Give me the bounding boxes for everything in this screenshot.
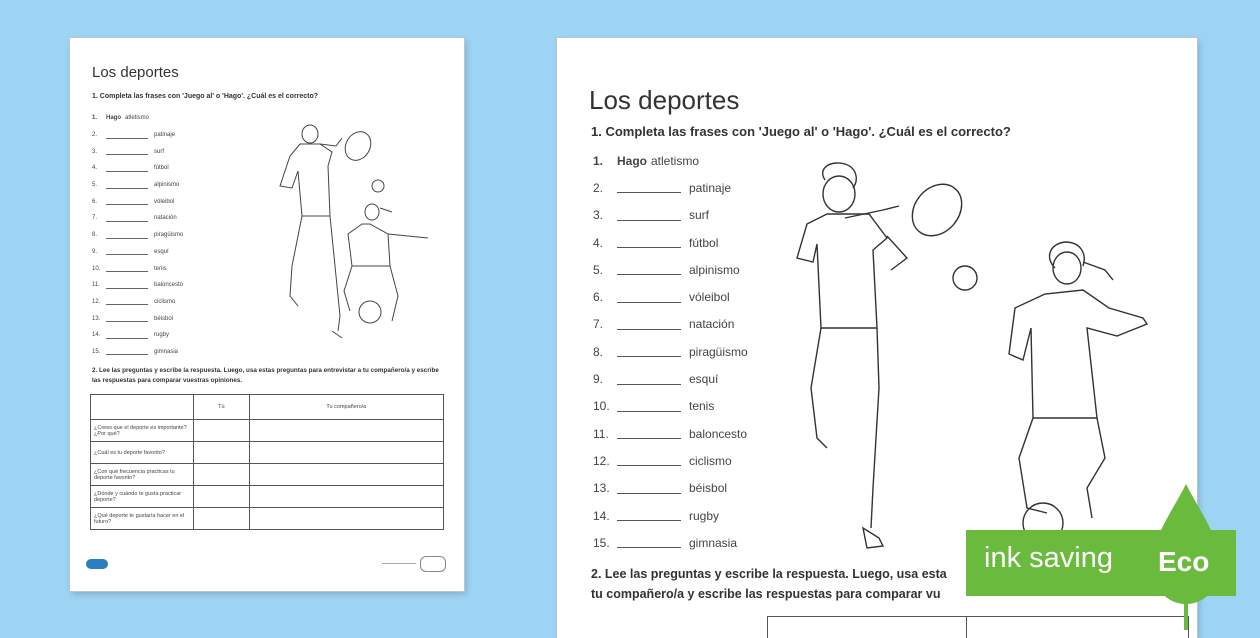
sport-name: surf <box>154 148 165 155</box>
answer-blank[interactable] <box>106 282 148 289</box>
item-number: 14. <box>92 332 101 339</box>
sports-list <box>92 110 183 360</box>
list-item <box>92 210 183 227</box>
item-number: 7. <box>593 317 604 332</box>
sport-name: natación <box>154 215 177 222</box>
item-number: 9. <box>593 372 604 387</box>
instruction-1: 1. Completa las frases con 'Juego al' o 'Hago'. ¿Cuál es el correcto? <box>92 93 319 100</box>
sport-name: surf <box>689 208 710 223</box>
list-item <box>92 344 183 361</box>
list-item <box>593 529 748 556</box>
sports-illustration <box>787 158 1167 558</box>
answer-cell[interactable] <box>194 486 250 508</box>
sport-name: tenis <box>154 265 167 272</box>
answer-blank[interactable] <box>106 148 148 155</box>
sport-name: vóleibol <box>689 290 730 305</box>
answer-blank[interactable] <box>106 265 148 272</box>
sport-name: patinaje <box>689 180 732 195</box>
sports-list <box>593 147 748 556</box>
answer-blank[interactable] <box>617 210 681 221</box>
answer-cell[interactable] <box>194 420 250 442</box>
item-number: 11. <box>92 282 100 289</box>
item-number: 15. <box>92 348 101 355</box>
sport-name: ciclismo <box>154 298 176 305</box>
instruction-2: 2. Lee las preguntas y escribe la respuesta. Luego, usa estas preguntas para entrevistar a tu compañero/a y escribe las respuestas para comparar vuestras opiniones. <box>92 367 439 384</box>
list-item <box>593 393 748 420</box>
sport-name: natación <box>689 317 735 332</box>
table-row <box>91 464 444 486</box>
list-item <box>593 447 748 474</box>
sport-name: béisbol <box>689 481 728 496</box>
item-number: 15. <box>593 535 610 550</box>
answer-blank[interactable] <box>106 248 148 255</box>
item-number: 12. <box>92 298 101 305</box>
answer-blank[interactable] <box>617 428 681 439</box>
sport-name: atletismo <box>651 153 700 168</box>
list-item <box>593 311 748 338</box>
table-header-companero: Tu compañero/a <box>249 395 443 420</box>
question-cell: ¿Cuál es tu deporte favorito? <box>91 442 194 464</box>
item-number: 3. <box>92 148 98 155</box>
item-number: 13. <box>92 315 101 322</box>
list-item <box>593 502 748 529</box>
answer-blank[interactable] <box>106 348 148 355</box>
instruction-1: 1. Completa las frases con 'Juego al' o 'Hago'. ¿Cuál es el correcto? <box>591 124 1011 139</box>
answer-cell[interactable] <box>249 508 443 530</box>
interview-table <box>90 394 444 530</box>
item-number: 1. <box>593 153 604 168</box>
sport-name: alpinismo <box>689 262 740 277</box>
list-item <box>593 338 748 365</box>
list-item <box>92 310 183 327</box>
table-row <box>91 508 444 530</box>
list-item <box>593 229 748 256</box>
item-number: 10. <box>92 265 101 272</box>
sport-name: baloncesto <box>154 282 184 289</box>
sport-name: gimnasia <box>154 348 179 355</box>
answer-blank[interactable] <box>106 182 148 189</box>
example-answer: Hago <box>106 115 121 122</box>
list-item <box>92 110 183 127</box>
item-number: 12. <box>593 453 610 468</box>
table-row <box>91 486 444 508</box>
list-item <box>92 244 183 261</box>
list-item <box>593 365 748 392</box>
answer-blank[interactable] <box>106 298 148 305</box>
sport-name: rugby <box>154 332 170 339</box>
item-number: 4. <box>92 165 98 172</box>
answer-blank[interactable] <box>106 315 148 322</box>
worksheet-preview-small <box>70 38 464 591</box>
answer-blank[interactable] <box>617 346 681 357</box>
sport-name: ciclismo <box>689 453 732 468</box>
sport-name: vóleibol <box>154 198 175 205</box>
sport-name: fútbol <box>154 165 169 172</box>
page-title: Los deportes <box>589 85 740 115</box>
answer-cell[interactable] <box>249 442 443 464</box>
sport-name: piragüismo <box>154 232 184 239</box>
question-cell: ¿Dónde y cuándo te gusta practicar deporte? <box>91 486 194 508</box>
item-number: 3. <box>593 208 604 223</box>
list-item <box>593 174 748 201</box>
table-row <box>91 442 444 464</box>
answer-blank[interactable] <box>617 401 681 412</box>
answer-blank[interactable] <box>617 319 681 330</box>
list-item <box>92 193 183 210</box>
answer-blank[interactable] <box>106 215 148 222</box>
answer-blank[interactable] <box>106 232 148 239</box>
table-column-divider <box>966 617 967 638</box>
item-number: 1. <box>92 115 98 122</box>
answer-blank[interactable] <box>617 292 681 303</box>
list-item <box>593 202 748 229</box>
answer-blank[interactable] <box>617 455 681 466</box>
list-item <box>593 420 748 447</box>
item-number: 6. <box>593 290 604 305</box>
sport-name: alpinismo <box>154 182 180 189</box>
sport-name: gimnasia <box>689 535 738 550</box>
sport-name: piragüismo <box>689 344 748 359</box>
item-number: 11. <box>593 426 609 441</box>
item-number: 8. <box>593 344 604 359</box>
instruction-2-line-2: tu compañero/a y escribe las respuestas para comparar vu <box>591 587 941 601</box>
sport-name: patinaje <box>154 132 176 139</box>
answer-blank[interactable] <box>106 198 148 205</box>
eco-label: Eco <box>1158 546 1210 577</box>
item-number: 9. <box>92 248 98 255</box>
question-cell: ¿Con qué frecuencia practicas tu deporte favorito? <box>91 464 194 486</box>
footer-logo <box>420 556 446 572</box>
list-item <box>92 160 183 177</box>
list-item <box>593 283 748 310</box>
answer-cell[interactable] <box>249 464 443 486</box>
answer-blank[interactable] <box>617 374 681 385</box>
list-item <box>92 260 183 277</box>
question-cell: ¿Qué deporte te gustaría hacer en el futuro? <box>91 508 194 530</box>
table-header-blank <box>91 395 194 420</box>
item-number: 8. <box>92 232 98 239</box>
item-number: 7. <box>92 215 98 222</box>
sport-name: fútbol <box>689 235 719 250</box>
list-item <box>593 475 748 502</box>
item-number: 10. <box>593 399 610 414</box>
list-item <box>92 127 183 144</box>
sport-name: béisbol <box>154 315 174 322</box>
interview-table-header <box>767 616 1189 638</box>
answer-blank[interactable] <box>106 132 148 139</box>
answer-blank[interactable] <box>617 237 681 248</box>
list-item <box>92 227 183 244</box>
brand-logo <box>86 559 108 569</box>
list-item <box>92 143 183 160</box>
question-cell: ¿Crees que el deporte es importante? ¿Por qué? <box>91 420 194 442</box>
answer-cell[interactable] <box>249 420 443 442</box>
instruction-2-line-1: 2. Lee las preguntas y escribe la respuesta. Luego, usa esta <box>591 567 947 581</box>
answer-blank[interactable] <box>617 510 681 521</box>
sport-name: tenis <box>689 399 715 414</box>
item-number: 2. <box>92 132 98 139</box>
example-answer: Hago <box>617 153 647 168</box>
footer-divider <box>382 563 416 564</box>
item-number: 5. <box>92 182 98 189</box>
answer-cell[interactable] <box>249 486 443 508</box>
list-item <box>92 294 183 311</box>
table-header-tu: Tú <box>194 395 250 420</box>
sport-name: esquí <box>689 372 719 387</box>
page-title: Los deportes <box>92 64 179 81</box>
item-number: 14. <box>593 508 610 523</box>
answer-blank[interactable] <box>617 182 681 193</box>
sport-name: rugby <box>689 508 720 523</box>
sport-name: atletismo <box>125 115 150 122</box>
list-item <box>92 327 183 344</box>
item-number: 5. <box>593 262 604 277</box>
item-number: 6. <box>92 198 98 205</box>
list-item <box>92 177 183 194</box>
ink-saving-label: ink saving <box>984 542 1113 574</box>
answer-blank[interactable] <box>106 165 148 172</box>
list-item <box>593 256 748 283</box>
answer-cell[interactable] <box>194 464 250 486</box>
answer-cell[interactable] <box>194 442 250 464</box>
sport-name: esquí <box>154 248 169 255</box>
item-number: 2. <box>593 180 604 195</box>
sports-illustration <box>220 116 450 356</box>
sport-name: baloncesto <box>689 426 748 441</box>
item-number: 13. <box>593 481 610 496</box>
item-number: 4. <box>593 235 604 250</box>
table-row <box>91 420 444 442</box>
answer-cell[interactable] <box>194 508 250 530</box>
eco-leaf-badge <box>1150 482 1222 632</box>
answer-blank[interactable] <box>617 483 681 494</box>
answer-blank[interactable] <box>106 332 148 339</box>
list-item <box>593 147 748 174</box>
list-item <box>92 277 183 294</box>
answer-blank[interactable] <box>617 537 681 548</box>
answer-blank[interactable] <box>617 264 681 275</box>
